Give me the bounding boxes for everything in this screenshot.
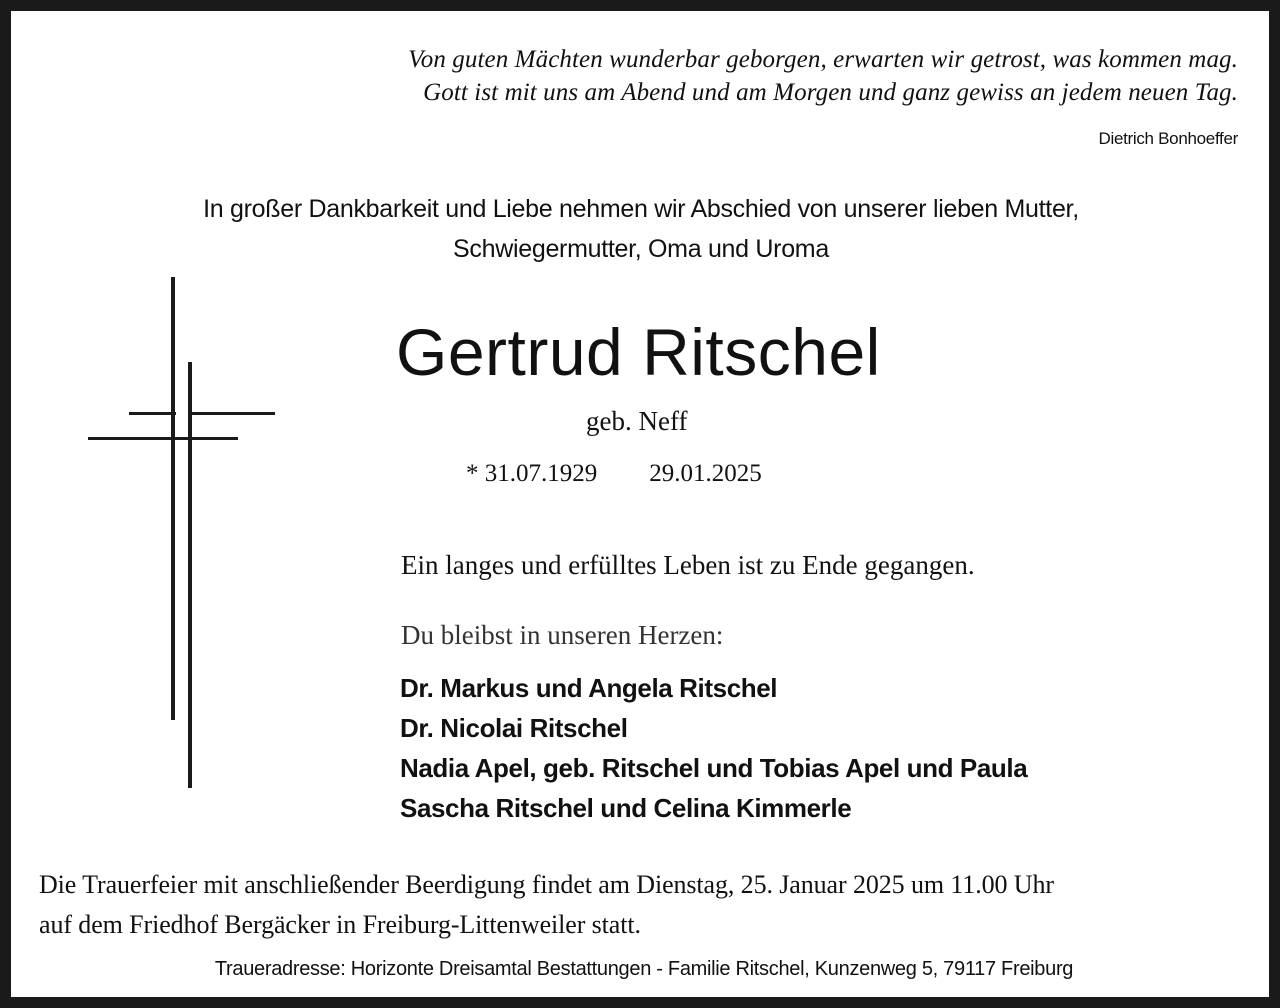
mourner-entry: Dr. Markus und Angela Ritschel	[400, 673, 778, 703]
deceased-name: Gertrud Ritschel	[396, 315, 881, 389]
motto-author: Dietrich Bonhoeffer	[1098, 129, 1238, 148]
double-cross-icon	[11, 11, 311, 811]
intro-line-1: In großer Dankbarkeit und Liebe nehmen wir Abschied von unserer lieben Mutter,	[203, 195, 1079, 223]
motto-line-1: Von guten Mächten wunderbar geborgen, erwarten wir getrost, was kommen mag.	[408, 46, 1238, 73]
life-text: Ein langes und erfülltes Leben ist zu Ende gegangen.	[401, 550, 975, 580]
motto-line-2: Gott ist mit uns am Abend und am Morgen und ganz gewiss an jedem neuen Tag.	[423, 79, 1238, 106]
maiden-name: geb. Neff	[586, 406, 688, 436]
remain-text: Du bleibst in unseren Herzen:	[401, 620, 724, 650]
intro-line-2: Schwiegermutter, Oma und Uroma	[453, 235, 829, 263]
mourner-entry: Dr. Nicolai Ritschel	[400, 713, 628, 743]
birth-date: * 31.07.1929	[466, 460, 598, 487]
motto-quote	[238, 43, 1238, 109]
death-date: 29.01.2025	[649, 460, 762, 487]
mourner-entry: Nadia Apel, geb. Ritschel und Tobias Apel und Paula	[400, 753, 1028, 783]
funeral-line-2: auf dem Friedhof Bergäcker in Freiburg-Littenweiler statt.	[39, 910, 641, 939]
mourners-list	[400, 668, 1250, 828]
funeral-info	[39, 865, 1259, 945]
mourning-address: Traueradresse: Horizonte Dreisamtal Bestattungen - Familie Ritschel, Kunzenweg 5, 79117 Freiburg	[214, 958, 1074, 980]
funeral-line-1: Die Trauerfeier mit anschließender Beerdigung findet am Dienstag, 25. Januar 2025 um 11.00 Uhr	[39, 870, 1054, 899]
mourner-entry: Sascha Ritschel und Celina Kimmerle	[400, 793, 852, 823]
life-dates	[466, 457, 866, 491]
